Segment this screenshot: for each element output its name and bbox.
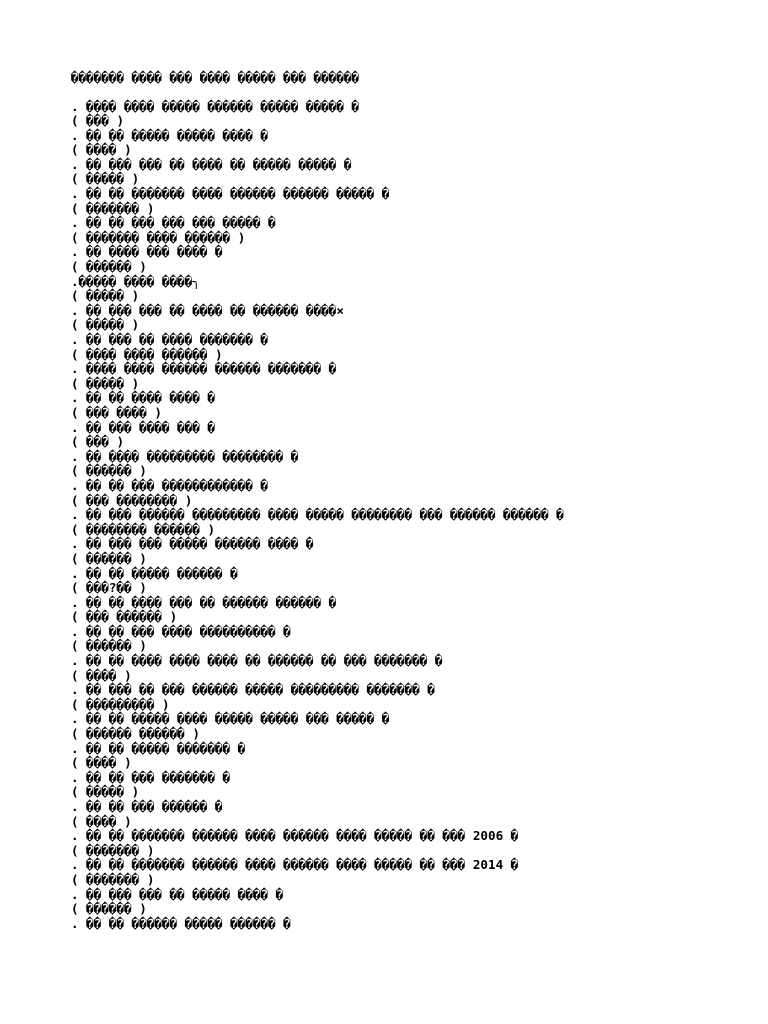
question-line: . �� ���� ��� ���� � xyxy=(71,244,223,260)
question-line: . �� �� ����� ���� ����� ����� ��� ����� � xyxy=(71,711,390,727)
answer-line: ( ��� ������ ) xyxy=(71,609,178,625)
answer-line: ( ������� ) xyxy=(71,871,155,887)
answer-line: ( ��� ) xyxy=(71,434,125,450)
question-line: . �� ��� �� ��� ������ ����� ��������� ������� � xyxy=(71,682,435,698)
answer-line: ( ���� ) xyxy=(71,142,132,158)
question-line: .����� ���� ����╮ xyxy=(71,273,200,289)
question-line: . �� �� ��� ��� ��� ����� � xyxy=(71,215,276,231)
question-line: . �� �� ������ ����� ������ � xyxy=(71,915,291,931)
answer-line: ( ������� ���� ������ ) xyxy=(71,229,246,245)
answer-line: ( ������ ) xyxy=(71,463,147,479)
question-line: . �� �� ����� ������� � xyxy=(71,740,246,756)
answer-line: ( ������ ) xyxy=(71,901,147,917)
question-line: . �� �� ��� ������� � xyxy=(71,769,231,785)
question-line: . �� ��� ��� �� ���� �� ����� ����� � xyxy=(71,156,352,172)
question-line: . �� �� ������� ������ ���� ������ ���� ����� �� ��� 2014 � xyxy=(71,857,519,873)
question-line: . �� �� ����� ����� ���� � xyxy=(71,127,269,143)
answer-line: ( ����� ) xyxy=(71,375,140,391)
question-line: . ���� ���� ������ ������ ������� � xyxy=(71,361,337,377)
answer-line: ( ���?�� ) xyxy=(71,580,147,596)
question-line: . �� �� ���� ���� � xyxy=(71,390,216,406)
answer-line: ( ����� ) xyxy=(71,171,140,187)
question-line: . �� �� ��� ������ � xyxy=(71,799,223,814)
document-body xyxy=(71,70,751,931)
question-line: . �� ��� ���� ��� � xyxy=(71,419,216,435)
answer-line: ( ����� ) xyxy=(71,288,140,304)
question-line: . �� ��� ��� ����� ������ ���� � xyxy=(71,536,314,552)
question-line: . �� ��� �� ���� ������� � xyxy=(71,332,269,347)
answer-line: ( ��� �������� ) xyxy=(71,492,193,508)
answer-line: ( ������ ) xyxy=(71,259,147,275)
answer-line: ( ����� ) xyxy=(71,317,140,333)
question-line: . �� �� ������� ������ ���� ������ ���� ����� �� ��� 2006 � xyxy=(71,828,519,844)
question-line: . �� �� ��� ������������ � xyxy=(71,477,269,493)
question-line: . �� ���� ��������� �������� � xyxy=(71,448,299,464)
answer-line: ( �������� ������ ) xyxy=(71,521,216,537)
answer-line: ( ���� ) xyxy=(71,755,132,771)
answer-line: ( ��� ���� ) xyxy=(71,404,162,420)
question-line: . ���� ���� ����� ������ ����� ����� � xyxy=(71,98,360,114)
document-title: ������� ���� ��� ���� ����� ��� ������ xyxy=(71,70,360,85)
answer-line: ( ���� ���� ������ ) xyxy=(71,346,223,362)
question-line: . �� ��� ��� �� ����� ���� � xyxy=(71,886,284,902)
question-line: . �� ��� ��� �� ���� �� ������ ����× xyxy=(71,302,344,318)
question-line: . �� �� ����� ������ � xyxy=(71,565,238,581)
answer-line: ( ������ ) xyxy=(71,550,147,566)
answer-line: ( ����� ) xyxy=(71,784,140,800)
answer-line: ( ������ ) xyxy=(71,638,147,654)
answer-line: ( ���� ) xyxy=(71,813,132,829)
question-line: . �� ��� ������ ��������� ���� ����� �������� ��� ������ ������ � xyxy=(71,507,564,523)
entry-list xyxy=(71,100,751,932)
question-line: . �� �� ������� ���� ������ ������ ����� � xyxy=(71,186,390,202)
question-line: . �� �� ���� ��� �� ������ ������ � xyxy=(71,594,337,610)
question-line: . �� �� ���� ���� ���� �� ������ �� ��� ������� � xyxy=(71,653,443,669)
answer-line: ( ��� ) xyxy=(71,113,125,129)
answer-line: ( ������� ) xyxy=(71,200,155,216)
answer-line: ( ������� ) xyxy=(71,842,155,858)
answer-line: ( ��������� ) xyxy=(71,696,170,712)
answer-line: ( ������ ������ ) xyxy=(71,726,200,742)
question-line: . �� �� ��� ���� ���������� � xyxy=(71,623,291,639)
answer-line: ( ���� ) xyxy=(71,667,132,683)
